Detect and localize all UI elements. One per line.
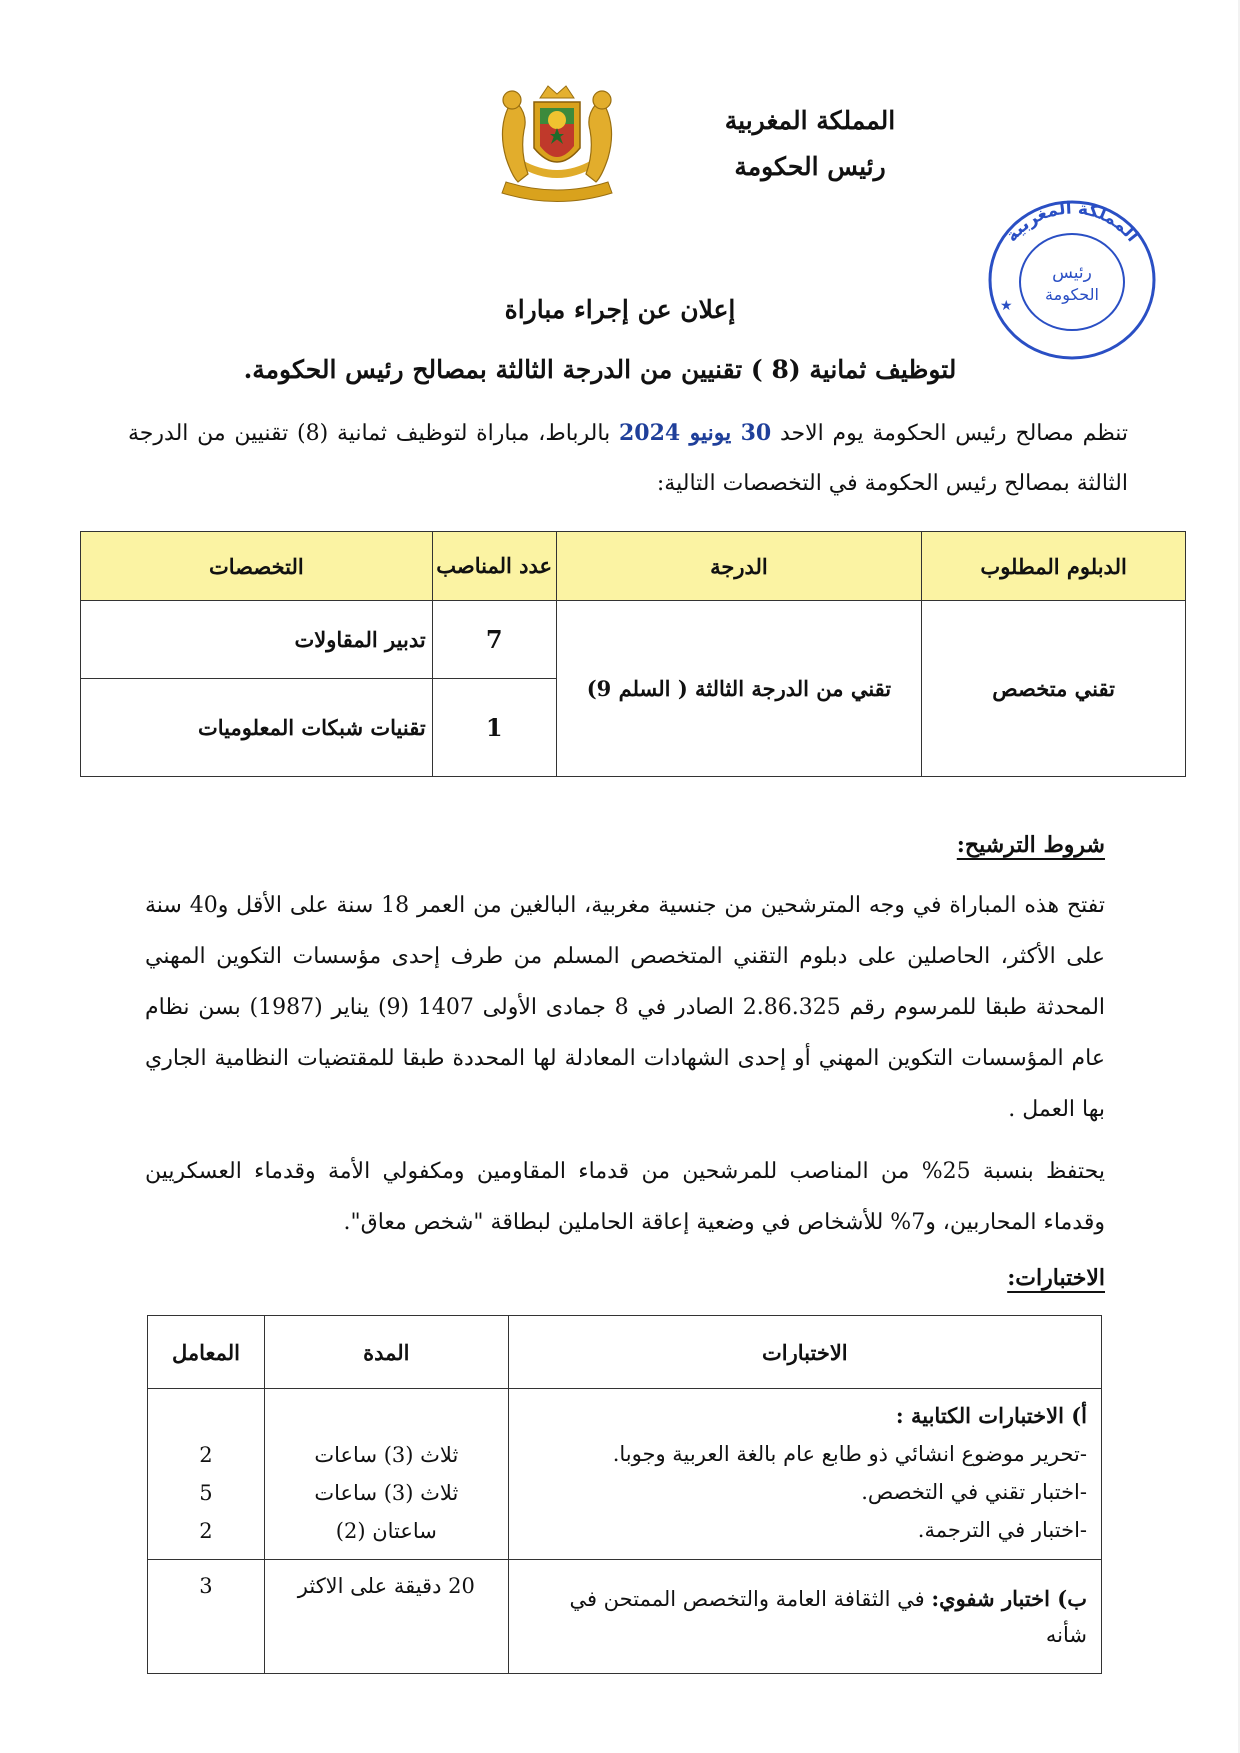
posts-table (80, 531, 1186, 777)
stamp-ring-text: المملكة المغربية (1001, 198, 1143, 247)
header-diploma: الدبلوم المطلوب (922, 532, 1186, 601)
oral-duration-cell: 20 دقيقة على الاكثر (264, 1560, 508, 1674)
tests-heading: الاختبارات: (1007, 1265, 1105, 1291)
announcement-subtitle: لتوظيف ثمانية (8 ) تقنيين من الدرجة الثالثة بمصالح رئيس الحكومة. (243, 355, 957, 384)
quota-paragraph: يحتفظ بنسبة 25% من المناصب للمرشحين من قدماء المقاومين ومكفولي الأمة وقدماء العسكريين وقدماء المحاربين، و7% للأشخاص في وضعية إعاقة الحاملين لبطاقة "شخص معاق". (145, 1159, 1105, 1235)
list-item: -اختبار في الترجمة. (917, 1518, 1087, 1542)
written-tests-cell (508, 1389, 1101, 1560)
oral-coefficient-cell: 3 (148, 1560, 265, 1674)
post-count-cell: 7 (432, 601, 556, 679)
table-row (81, 601, 1186, 679)
duration-value: ثلاث (3) ساعات (314, 1442, 459, 1467)
diploma-cell: تقني متخصص (922, 601, 1186, 777)
written-durations-cell (264, 1389, 508, 1560)
oral-test-label: ب) اختبار شفوي: (931, 1585, 1087, 1611)
posts-header-row (81, 532, 1186, 601)
stamp-center-line1: رئيس (1052, 263, 1092, 283)
kingdom-label: المملكة المغربية (724, 106, 896, 135)
tests-table (147, 1315, 1102, 1674)
oral-test-cell (508, 1560, 1101, 1674)
coefficient-value: 2 (199, 1442, 213, 1467)
intro-text-part2: بالرباط، مباراة لتوظيف ثمانية (8) تقنيين من الدرجة الثالثة بمصالح رئيس الحكومة في التخصصات التالية: (128, 421, 1128, 496)
issuer-header (680, 98, 940, 190)
exam-date: 30 يونيو 2024 (618, 420, 772, 446)
official-stamp (972, 190, 1172, 370)
oral-test-row (148, 1560, 1102, 1674)
conditions-heading: شروط الترشيح: (956, 832, 1105, 858)
list-item: -اختبار تقني في التخصص. (861, 1480, 1087, 1504)
header-duration: المدة (264, 1316, 508, 1389)
header-specialties: التخصصات (81, 532, 433, 601)
duration-value: ثلاث (3) ساعات (314, 1480, 459, 1505)
written-tests-row (148, 1389, 1102, 1560)
head-of-government-label: رئيس الحكومة (734, 152, 886, 181)
written-tests-title: أ) الاختبارات الكتابية : (895, 1403, 1087, 1428)
specialty-cell: تقنيات شبكات المعلوميات (81, 679, 433, 777)
post-count-cell: 1 (432, 679, 556, 777)
coefficient-value: 5 (199, 1480, 213, 1505)
duration-value: ساعتان (2) (335, 1518, 437, 1543)
specialty-cell: تدبير المقاولات (81, 601, 433, 679)
coefficient-value: 2 (199, 1518, 213, 1543)
header-tests: الاختبارات (508, 1316, 1101, 1389)
coat-of-arms-emblem (488, 78, 626, 210)
tests-header-row (148, 1316, 1102, 1389)
stamp-center-line2: الحكومة (1045, 285, 1099, 304)
stamp-star-icon: ★ (1000, 298, 1013, 314)
list-item: -تحرير موضوع انشائي ذو طابع عام بالغة العربية وجوبا. (612, 1442, 1087, 1466)
header-coefficient: المعامل (148, 1316, 265, 1389)
header-post-count: عدد المناصب (432, 532, 556, 601)
grade-cell: تقني من الدرجة الثالثة ( السلم 9) (556, 601, 922, 777)
written-coefficients-cell (148, 1389, 265, 1560)
svg-text:المملكة المغربية (1002, 199, 1142, 246)
header-grade: الدرجة (556, 532, 922, 601)
oral-test-text: في الثقافة العامة والتخصص الممتحن في شأنه (569, 1586, 1087, 1647)
announcement-title: إعلان عن إجراء مباراة (504, 295, 736, 324)
intro-text-part1: تنظم مصالح رئيس الحكومة يوم الاحد (771, 421, 1129, 446)
conditions-paragraph: تفتح هذه المباراة في وجه المترشحين من جنسية مغربية، البالغين من العمر 18 سنة على الأقل و40 سنة على الأكثر، الحاصلين على دبلوم التقني المتخصص المسلم من طرف إحدى مؤسسات التكوين المهني المحدثة طبقا للمرسوم رقم 2.86.325 الصادر في 8 جمادى الأولى 1407 (9) يناير (1987) بسن نظام عام المؤسسات التكوين المهني أو إحدى الشهادات المعادلة لها المحددة طبقا للمقتضيات النظامية الجاري بها العمل . (145, 893, 1106, 1122)
intro-paragraph (128, 408, 1128, 509)
